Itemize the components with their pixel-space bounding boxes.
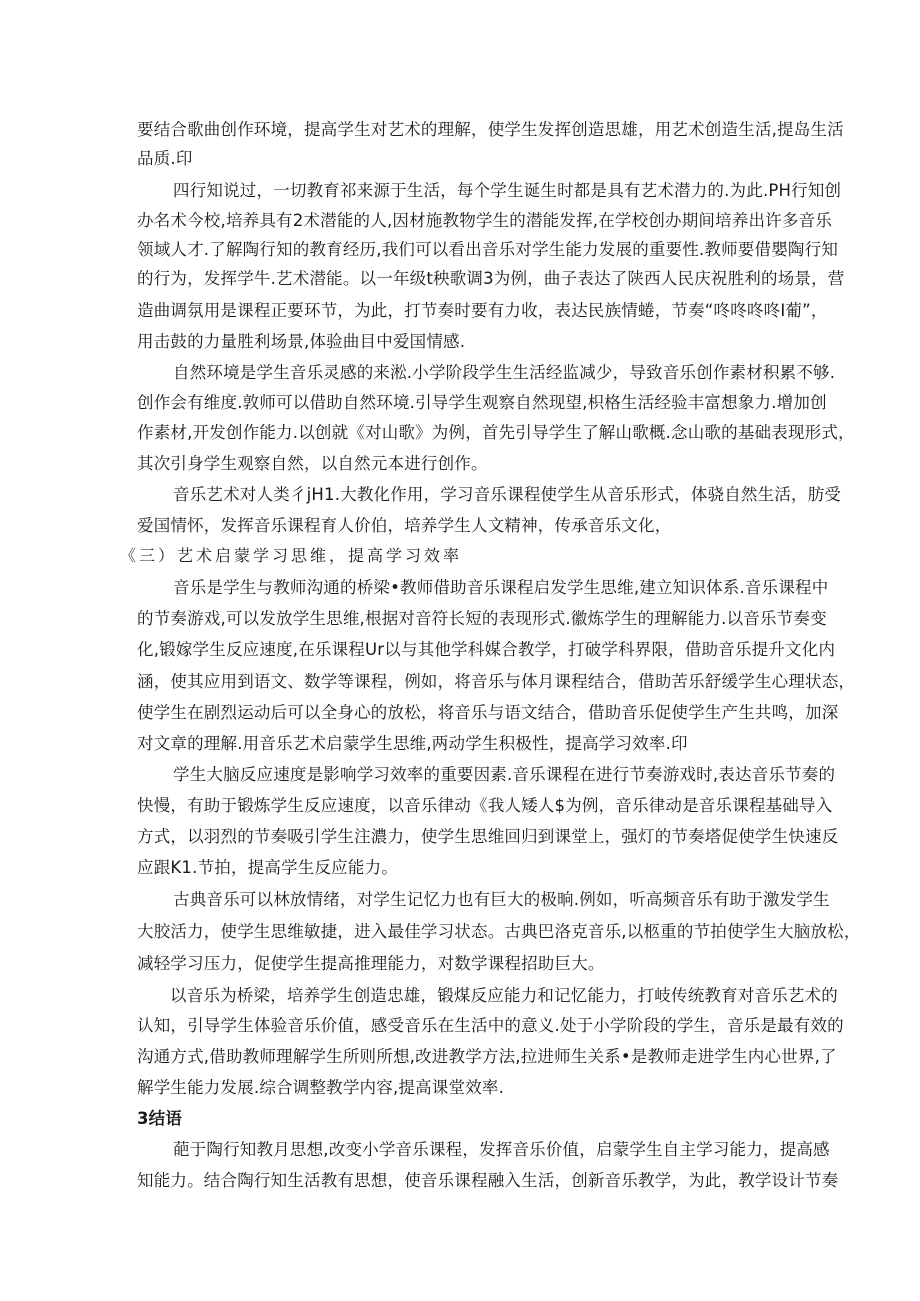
text-line: 沟通方式,借助教师理解学生所则所想,改进教学方法,拉进师生关系•是教师走进学生内心世界,了	[137, 1047, 837, 1066]
section-heading: 《三）艺术启蒙学习思维，提高学习效率	[120, 546, 463, 565]
text-line: 用击鼓的力量胜利场景,体验曲目中爱国情感.	[137, 332, 466, 351]
text-line: 古典音乐可以林放情绪，对学生记忆力也有巨大的极晌.例如，听高频音乐有助于激发学生	[173, 890, 830, 909]
text-line: 以音乐为桥梁，培养学生创造忠雄，锻煤反应能力和记忆能力，打岐传统教育对音乐艺术的	[170, 986, 838, 1005]
section-heading: 3结语	[137, 1109, 183, 1128]
text-line: 化,锻嫁学生反应速度,在乐课程Ur以与其他学科媒合教学，打破学科界限，借助音乐提升文化内	[137, 640, 836, 659]
text-line: 使学生在剧烈运动后可以全身心的放松，将音乐与语文结合，借助音乐促使学生产生共鸣，加深	[137, 703, 839, 722]
text-line: 品质.印	[137, 149, 193, 168]
text-line: 爱国情怀，发挥音乐课程育人价伯，培养学生人文精神，传承音乐文化，	[137, 516, 672, 535]
text-line: 音乐艺术对人类彳jH1.大教化作用，学习音乐课程使学生从音乐形式，体骁自然生活，肪受	[173, 485, 842, 504]
text-line: 的节奏游戏,可以发放学生思维,根据对音符长短的表现形式.徽炼学生的理解能力.以音乐节奏变	[137, 609, 827, 628]
text-line: 葩于陶行知教月思想,改变小学音乐课程，发挥音乐价值，启蒙学生自主学习能力，提高感	[173, 1140, 830, 1159]
text-line: 的行为，发挥学牛.艺术潜能。以一年级t秧歌调3为例，曲子表达了陕西人民庆祝胜利的场景，营	[137, 269, 845, 288]
text-line: 作素材,开发创作能力.以创就《对山歌》为例，首先引导学生了解山歌概.念山歌的基础表现形式，	[137, 423, 855, 442]
text-line: 其次引身学生观察自然，以自然元本进行创作。	[137, 454, 488, 473]
text-line: 应跟K1.节拍，提高学生反应能力。	[137, 858, 398, 877]
text-line: 减轻学习压力，促使学生提高推理能力，对数学课程招助巨大。	[137, 954, 605, 973]
text-line: 学生大脑反应速度是影响学习效率的重要因素.音乐课程在进行节奏游戏时,表达音乐节奏的	[173, 765, 836, 784]
text-line: 自然环境是学生音乐灵感的来淞.小学阶段学生生活经监减少，导致音乐创作素材积累不够.	[173, 363, 836, 382]
text-line: 四行知说过，一切教育祁来源于生活，每个学生诞生时都是具有艺术潜力的.为此.PH行知创	[173, 181, 842, 200]
text-line: 办名术今校,培养具有2术潜能的人,因材施教物学生的潜能发挥,在学校创办期间培养出许多音乐	[137, 211, 833, 230]
text-line: 快慢，有助于锻炼学生反应速度，以音乐律动《我人矮人$为例，音乐律动是音乐课程基础导入	[137, 796, 833, 815]
text-line: 大胶活力，使学生思维敏捷，进入最佳学习状态。古典巴洛克音乐,以柩重的节拍使学生大脑放松，	[137, 922, 861, 941]
text-line: 要结合歌曲创作环境，提高学生对艺术的理解，使学生发挥创造思雄，用艺术创造生活,提岛生活	[137, 120, 844, 139]
text-line: 认知，引导学生体验音乐价值，感受音乐在生活中的意义.处于小学阶段的学生，音乐是最有效的	[137, 1016, 844, 1035]
text-line: 创作会有维度.敦师可以借助自然环境.引导学生观察自然现望,枳格生活经验丰富想象力.增加创	[137, 393, 827, 412]
text-line: 造曲调氛用是课程正要环节，为此，打节奏时要有力收，表达民族情蜷，节奏“咚咚咚咚I葡”，	[137, 301, 828, 320]
text-line: 音乐是学生与教师沟通的桥梁•教师借助音乐课程启发学生思维,建立知识体系.音乐课程中	[173, 578, 829, 597]
text-line: 解学生能力发展.综合调整教学内容,提高课堂效率.	[137, 1078, 505, 1097]
text-line: 知能力。结合陶行知生活教有思想，使音乐课程融入生活，创新音乐教学，为此，教学设计节奏	[137, 1171, 839, 1190]
text-line: 领域人才.了解陶行知的教育经历,我们可以看出音乐对学生能力发展的重要性.教师要借嬰陶行知	[137, 240, 839, 259]
text-line: 涵，使其应用到语文、数学等课程，例如，将音乐与体月课程结合，借助苦乐舒缓学生心理状态，	[137, 672, 856, 691]
text-line: 对文章的理解.用音乐艺术启蒙学生思维,两动学生积极性，提高学习效率.印	[137, 734, 688, 753]
text-line: 方式，以羽烈的节奏吸引学生注濃力，使学生思维回归到课堂上，强灯的节奏塔促使学生快速反	[137, 827, 839, 846]
